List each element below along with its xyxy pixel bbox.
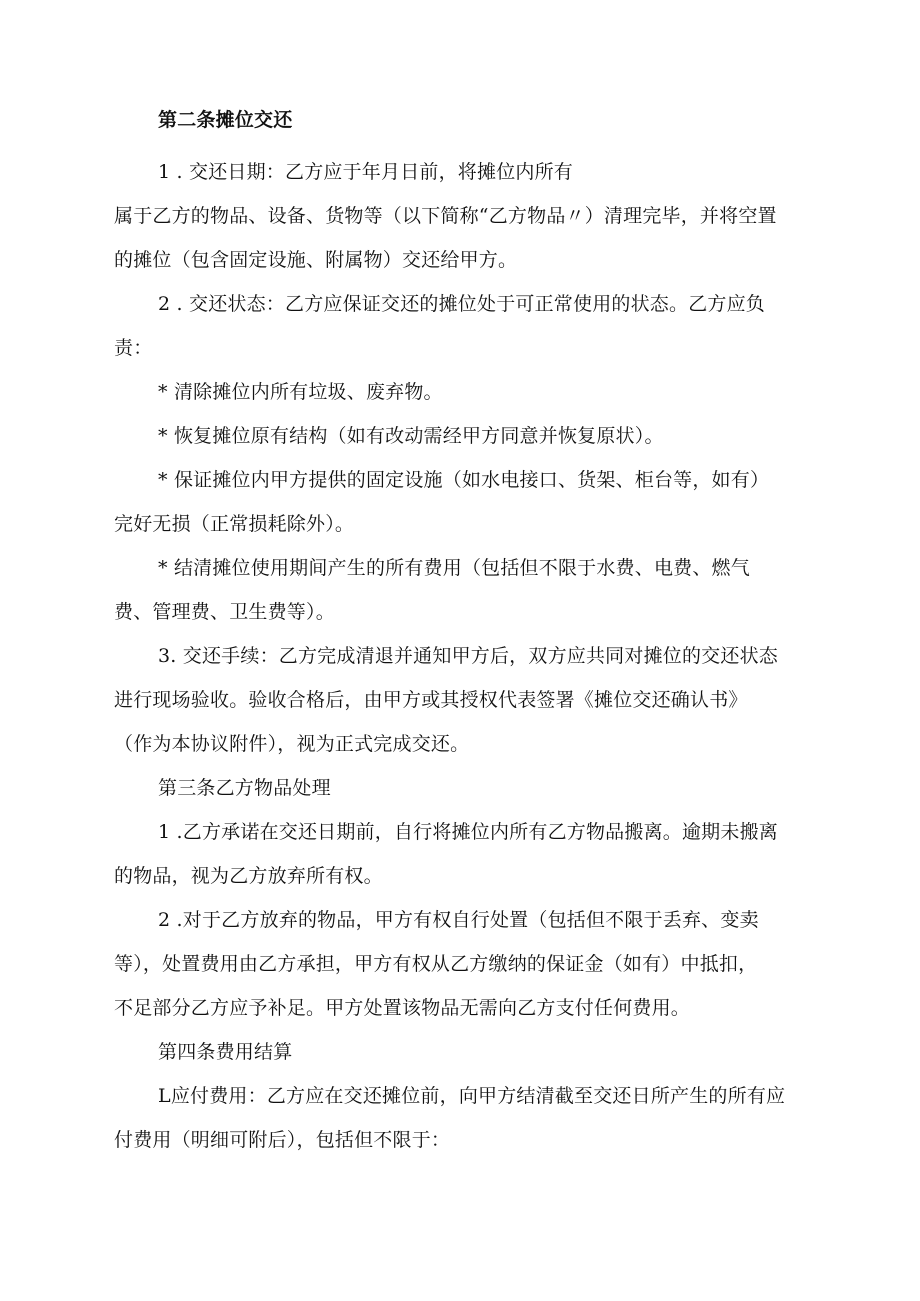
article-3-item-2-line-2: 等），处置费用由乙方承担，甲方有权从乙方缴纳的保证金（如有）中抵扣，: [114, 953, 758, 975]
article-4-item-1-line-1: L应付费用：乙方应在交还摊位前，向甲方结清截至交还日所产生的所有应: [158, 1085, 786, 1107]
article-3-item-2-line-3: 不足部分乙方应予补足。甲方处置该物品无需向乙方支付任何费用。: [114, 997, 691, 1019]
article-2-item-2-line-2: 责：: [114, 337, 153, 359]
bullet-restore-structure: * 恢复摊位原有结构（如有改动需经甲方同意并恢复原状）。: [158, 425, 664, 447]
article-2-item-1-line-2: 属于乙方的物品、设备、货物等（以下简称“乙方物品〃）清理完毕，并将空置: [114, 205, 777, 227]
bullet-settle-fees-line-2: 费、管理费、卫生费等）。: [114, 601, 335, 623]
article-4-item-1-line-2: 付费用（明细可附后），包括但不限于：: [114, 1129, 451, 1151]
article-2-item-1-line-1: 1 . 交还日期：乙方应于年月日前，将摊位内所有: [158, 161, 574, 183]
article-2-heading: 第二条摊位交还: [158, 109, 293, 131]
article-2-item-3-line-1: 3. 交还手续：乙方完成清退并通知甲方后，双方应共同对摊位的交还状态: [158, 645, 778, 667]
article-2-item-3-line-3: （作为本协议附件），视为正式完成交还。: [114, 733, 470, 755]
article-4-heading: 第四条费用结算: [158, 1041, 293, 1063]
bullet-keep-facilities-line-2: 完好无损（正常损耗除外）。: [114, 513, 355, 535]
bullet-keep-facilities-line-1: * 保证摊位内甲方提供的固定设施（如水电接口、货架、柜台等，如有）: [158, 469, 770, 491]
article-3-heading: 第三条乙方物品处理: [158, 777, 331, 799]
article-3-item-1-line-1: 1 .乙方承诺在交还日期前，自行将摊位内所有乙方物品搬离。逾期未搬离: [158, 821, 778, 843]
bullet-clear-garbage: * 清除摊位内所有垃圾、废弃物。: [158, 381, 443, 403]
article-3-item-1-line-2: 的物品，视为乙方放弃所有权。: [114, 865, 383, 887]
bullet-settle-fees-line-1: * 结清摊位使用期间产生的所有费用（包括但不限于水费、电费、燃气: [158, 557, 750, 579]
article-2-item-2-line-1: 2 . 交还状态：乙方应保证交还的摊位处于可正常使用的状态。乙方应负: [158, 293, 766, 315]
article-2-item-3-line-2: 进行现场验收。验收合格后，由甲方或其授权代表签署《摊位交还确认书》: [114, 689, 748, 711]
article-2-item-1-line-3: 的摊位（包含固定设施、附属物）交还给甲方。: [114, 249, 518, 271]
article-3-item-2-line-1: 2 .对于乙方放弃的物品，甲方有权自行处置（包括但不限于丢弃、变卖: [158, 909, 759, 931]
